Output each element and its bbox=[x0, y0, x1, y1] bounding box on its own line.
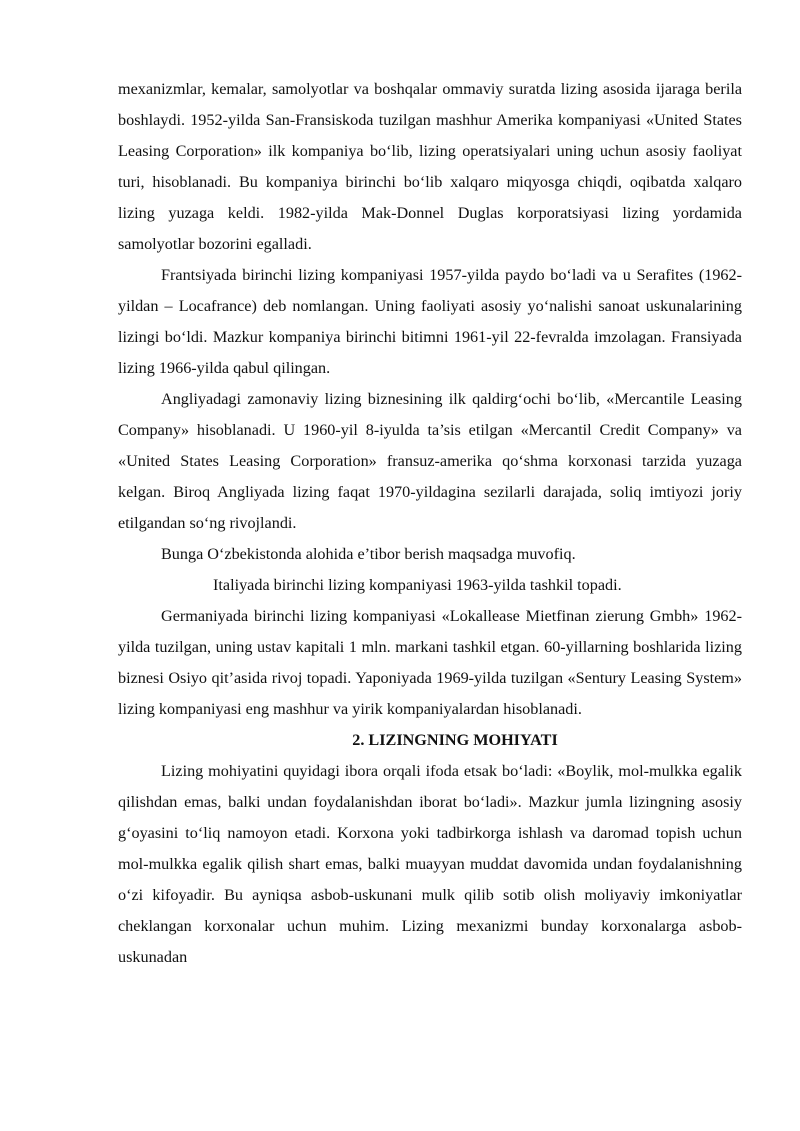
paragraph-essence: Lizing mohiyatini quyidagi ibora orqali ifoda etsak bo‘ladi: «Boylik, mol-mulkka egalik qilishdan emas, balki undan foydalanishdan iborat bo‘ladi». Mazkur jumla lizingning asosiy g‘oyasini to‘liq namoyon etadi. Korxona yoki tadbirkorga ishlash va daromad topish uchun mol-mulkka egalik qilish shart emas, balki muayyan muddat davomida undan foydalanishning o‘zi kifoyadir. Bu ayniqsa asbob-uskunani mulk qilib sotib olish moliyaviy imkoniyatlar cheklangan korxonalar uchun muhim. Lizing mexanizmi bunday korxonalarga asbob-uskunadan bbox=[118, 762, 742, 966]
paragraph-1: mexanizmlar, kemalar, samolyotlar va boshqalar ommaviy suratda lizing asosida ijaraga berila boshlaydi. 1952-yilda San-Fransiskoda tuzilgan mashhur Amerika kompaniyasi «United States Leasing Corporation» ilk kompaniya bo‘lib, lizing operatsiyalari uning uchun asosiy faoliyat turi, hisoblanadi. Bu kompaniya birinchi bo‘lib xalqaro miqyosga chiqdi, oqibatda xalqaro lizing yuzaga keldi. 1982-yilda Mak-Donnel Duglas korporatsiyasi lizing yordamida samolyotlar bozorini egalladi. bbox=[118, 80, 742, 253]
paragraph-england: Angliyadagi zamonaviy lizing biznesining ilk qaldirg‘ochi bo‘lib, «Mercantile Leasing Company» hisoblanadi. U 1960-yil 8-iyulda ta’sis etilgan «Mercantil Credit Company» va «United States Leasing Corporation» fransuz-amerika qo‘shma korxonasi tarzida yuzaga kelgan. Biroq Angliyada lizing faqat 1970-yildagina sezilarli darajada, soliq imtiyozi joriy etilgandan so‘ng rivojlandi. bbox=[118, 390, 742, 532]
paragraph-uzbekistan: Bunga O‘zbekistonda alohida e’tibor berish maqsadga muvofiq. bbox=[161, 545, 576, 563]
paragraph-france: Frantsiyada birinchi lizing kompaniyasi 1957-yilda paydo bo‘ladi va u Serafites (1962-yildan – Locafrance) deb nomlangan. Uning faoliyati asosiy yo‘nalishi sanoat uskunalarining lizingi bo‘ldi. Mazkur kompaniya birinchi bitimni 1961-yil 22-fevralda imzolagan. Fransiyada lizing 1966-yilda qabul qilingan. bbox=[118, 266, 742, 377]
paragraph-germany: Germaniyada birinchi lizing kompaniyasi «Lokallease Mietfinan zierung Gmbh» 1962-yilda tuzilgan, uning ustav kapitali 1 mln. markani tashkil etgan. 60-yillarning boshlarida lizing biznesi Osiyo qit’asida rivoj topadi. Yaponiyada 1969-yilda tuzilgan «Sentury Leasing System» lizing kompaniyasi eng mashhur va yirik kompaniyalardan hisoblanadi. bbox=[118, 607, 742, 718]
section-heading: 2. LIZINGNING MOHIYATI bbox=[352, 731, 558, 749]
paragraph-italy: Italiyada birinchi lizing kompaniyasi 1963-yilda tashkil topadi. bbox=[213, 576, 622, 594]
document-page bbox=[118, 74, 742, 973]
